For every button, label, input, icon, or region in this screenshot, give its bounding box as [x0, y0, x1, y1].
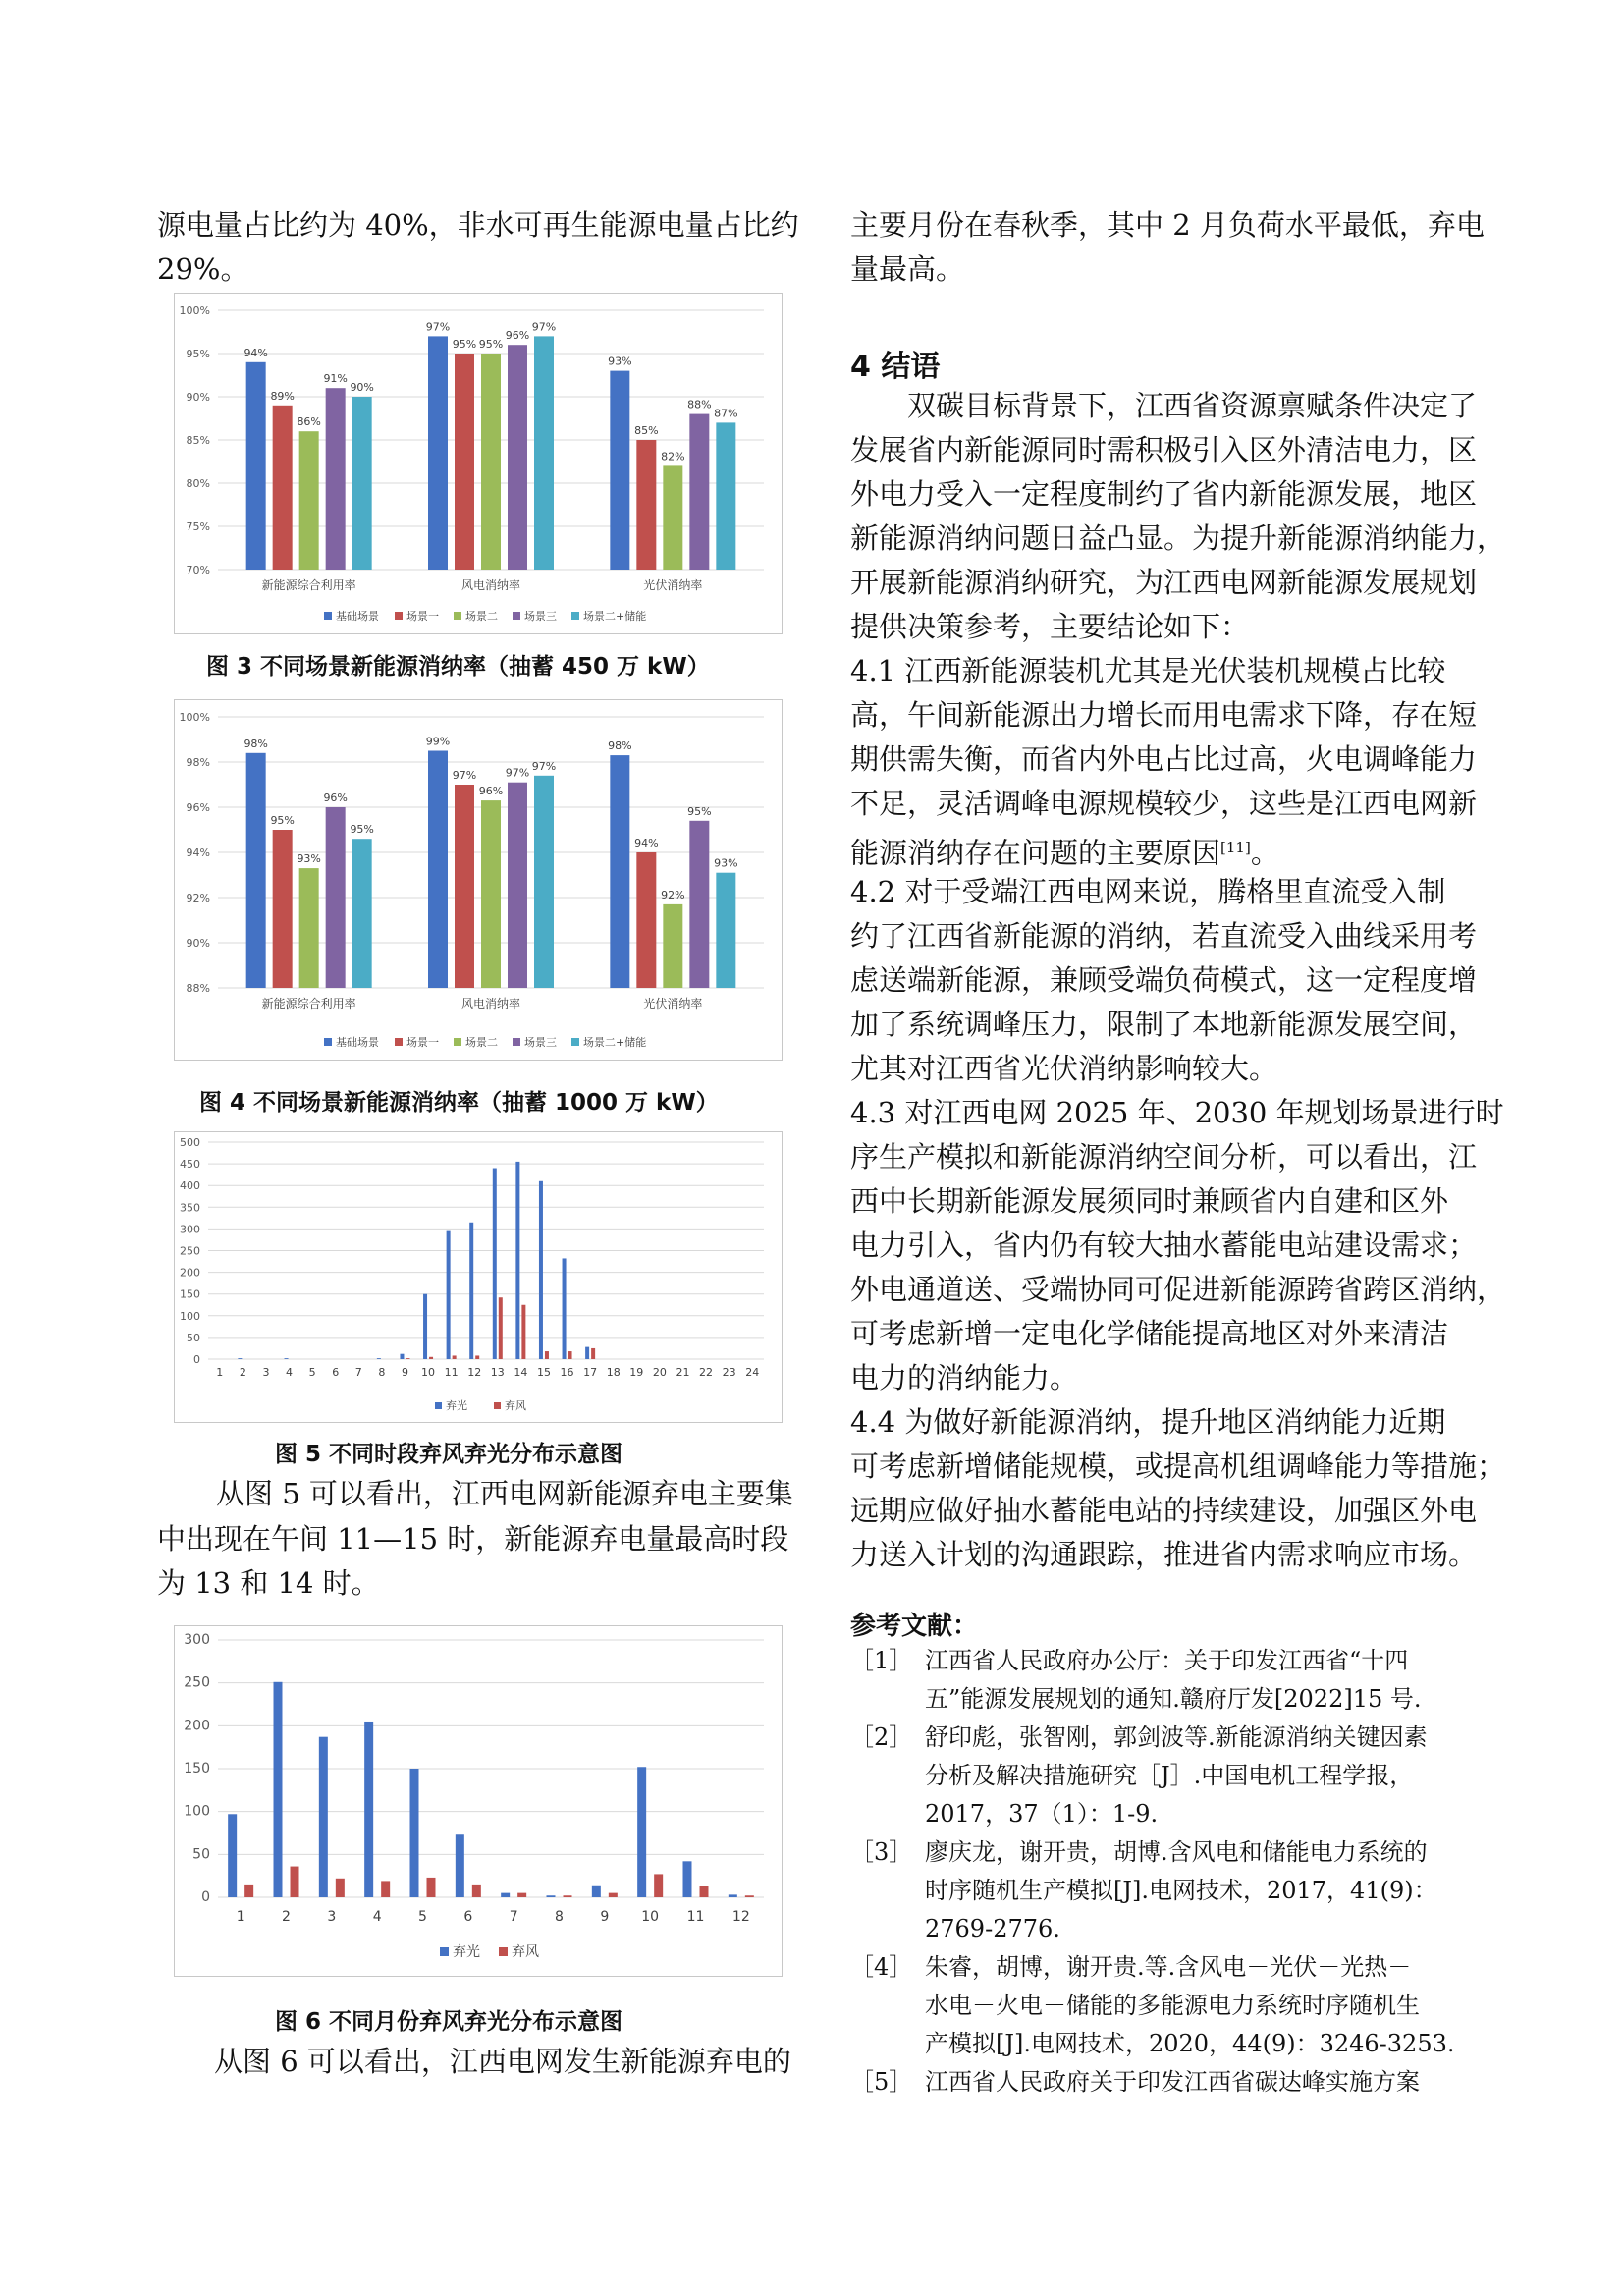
item44-line3: 远期应做好抽水蓄能电站的持续建设，加强区外电 [850, 1494, 1478, 1527]
bar [455, 785, 474, 988]
category-label: 19 [629, 1366, 644, 1379]
data-label: 93% [608, 355, 632, 368]
figure4-svg [175, 700, 782, 1060]
y-tick-label: 100% [179, 304, 210, 317]
y-tick-label: 50 [187, 1331, 200, 1344]
category-label: 20 [652, 1366, 667, 1379]
data-label: 86% [297, 415, 321, 429]
reference-line: 廖庆龙，谢开贵，胡博.含风电和储能电力系统的 [925, 1838, 1428, 1866]
category-label: 10 [421, 1366, 436, 1379]
data-label: 92% [661, 888, 685, 902]
category-label: 15 [536, 1366, 551, 1379]
item42-line5: 尤其对江西省光伏消纳影响较大。 [850, 1052, 1278, 1085]
item43-line3: 西中长期新能源发展须同时兼顾省内自建和区外 [850, 1184, 1449, 1218]
data-label: 95% [452, 338, 477, 351]
right-para1-line1: 主要月份在春秋季，其中 2 月负荷水平最低，弃电 [850, 208, 1485, 242]
category-label: 1 [216, 1366, 224, 1379]
item44-line2: 可考虑新增储能规模，或提高机组调峰能力等措施； [850, 1449, 1506, 1483]
y-tick-label: 400 [180, 1179, 200, 1193]
y-tick-label: 0 [201, 1889, 210, 1905]
y-tick-label: 80% [186, 477, 210, 490]
bar [400, 1354, 404, 1359]
category-label: 新能源综合利用率 [261, 997, 356, 1011]
legend-swatch [513, 1038, 520, 1046]
y-tick-label: 94% [186, 847, 210, 859]
legend-label: 场景一 [406, 1036, 439, 1049]
bar [429, 1357, 433, 1359]
data-label: 97% [531, 320, 557, 334]
category-label: 7 [354, 1366, 362, 1379]
bar [352, 839, 372, 988]
category-label: 14 [514, 1366, 528, 1379]
bar [508, 783, 527, 988]
bar [406, 1358, 409, 1359]
left-para2-line2: 中出现在午间 11—15 时，新能源弃电量最高时段 [157, 1522, 789, 1556]
y-tick-label: 350 [180, 1201, 200, 1215]
conclusion-line3: 外电力受入一定程度制约了省内新能源发展，地区 [850, 477, 1478, 511]
data-label: 97% [425, 320, 451, 334]
left-para3-line1: 从图 6 可以看出，江西电网发生新能源弃电的 [214, 2045, 791, 2078]
bar [228, 1814, 237, 1897]
category-label: 13 [490, 1366, 505, 1379]
bar [499, 1297, 503, 1359]
y-tick-label: 70% [186, 564, 210, 576]
category-label: 4 [286, 1366, 294, 1379]
section-title: 4 结语 [850, 350, 941, 384]
legend-swatch [454, 612, 461, 620]
data-label: 96% [505, 329, 530, 343]
y-tick-label: 200 [180, 1266, 200, 1280]
bar [377, 1358, 381, 1359]
legend-swatch [571, 612, 579, 620]
y-tick-label: 300 [180, 1223, 200, 1236]
y-tick-label: 100 [180, 1309, 200, 1323]
y-tick-label: 50 [192, 1846, 210, 1863]
figure3-chart [174, 293, 783, 634]
data-label: 88% [687, 398, 712, 411]
conclusion-line1: 双碳目标背景下，江西省资源禀赋条件决定了 [907, 389, 1478, 422]
category-label: 6 [463, 1909, 473, 1925]
legend-label: 场景二+储能 [583, 1036, 647, 1049]
bar [493, 1169, 497, 1359]
y-tick-label: 150 [180, 1287, 200, 1301]
bar [472, 1885, 481, 1897]
bar [729, 1894, 737, 1897]
reference-text [925, 1719, 1514, 1833]
conclusion-line4: 新能源消纳问题日益凸显。为提升新能源消纳能力， [850, 521, 1506, 555]
citation-ref-11: [11] [1220, 839, 1251, 856]
bar [564, 1895, 572, 1897]
bar [534, 336, 554, 570]
bar [716, 422, 735, 570]
category-label: 1 [236, 1909, 245, 1925]
legend-label: 场景一 [406, 610, 439, 623]
reference-line: 朱睿，胡博，谢开贵.等.含风电－光伏－光热－ [925, 1953, 1412, 1981]
category-label: 6 [332, 1366, 340, 1379]
reference-line: 时序随机生产模拟[J].电网技术，2017，41(9)： [925, 1877, 1437, 1904]
data-label: 97% [452, 769, 477, 782]
bar [592, 1886, 601, 1897]
category-label: 光伏消纳率 [643, 997, 703, 1011]
legend-label: 基础场景 [336, 610, 379, 623]
left-para1-line1: 源电量占比约为 40%，非水可再生能源电量占比约 [157, 208, 799, 242]
bar [273, 830, 293, 988]
legend-label: 场景三 [524, 1036, 557, 1049]
data-label: 95% [270, 814, 295, 827]
bar [453, 1355, 457, 1359]
item44-line4: 力送入计划的沟通跟踪，推进省内需求响应市场。 [850, 1538, 1478, 1571]
item41-line3: 期供需失衡，而省内外电占比过高，火电调峰能力 [850, 742, 1478, 776]
right-para1-line2: 量最高。 [850, 252, 965, 286]
data-label: 94% [243, 346, 268, 359]
bar [539, 1181, 543, 1359]
y-tick-label: 75% [186, 520, 210, 533]
legend-label: 基础场景 [336, 1036, 379, 1049]
category-label: 2 [239, 1366, 246, 1379]
conclusion-line5: 开展新能源消纳研究，为江西电网新能源发展规划 [850, 566, 1478, 599]
reference-line: 产模拟[J].电网技术，2020，44(9)：3246-3253. [925, 2030, 1455, 2057]
category-label: 9 [600, 1909, 610, 1925]
data-label: 93% [714, 856, 738, 870]
item41-line2: 高，午间新能源出力增长而用电需求下降，存在短 [850, 698, 1478, 732]
reference-line: 舒印彪，张智刚，郭剑波等.新能源消纳关键因素 [925, 1723, 1428, 1751]
references-title: 参考文献： [850, 1612, 979, 1641]
category-label: 5 [308, 1366, 316, 1379]
bar [508, 345, 527, 570]
bar [238, 1358, 242, 1359]
bar [716, 873, 735, 988]
item41-line5-end: 。 [1250, 836, 1279, 870]
reference-number: ［3］ [850, 1838, 913, 1866]
reference-text [925, 1948, 1514, 2063]
bar [521, 1305, 525, 1359]
bar [410, 1769, 419, 1897]
data-label: 99% [425, 735, 451, 748]
item41-line1: 4.1 江西新能源装机尤其是光伏装机规模占比较 [850, 654, 1446, 687]
conclusion-line6: 提供决策参考，主要结论如下： [850, 610, 1250, 643]
bar [455, 354, 474, 570]
y-tick-label: 250 [180, 1244, 200, 1258]
legend-swatch [499, 1947, 508, 1956]
category-label: 18 [606, 1366, 621, 1379]
bar [299, 868, 319, 988]
bar [517, 1893, 526, 1897]
data-label: 96% [323, 792, 348, 804]
item41-line5-text: 能源消纳存在问题的主要原因 [850, 836, 1221, 870]
bar [456, 1834, 464, 1897]
bar [636, 440, 656, 570]
data-label: 87% [714, 407, 738, 420]
left-para1-line2: 29%。 [157, 252, 249, 286]
category-label: 风电消纳率 [460, 997, 521, 1011]
bar [663, 904, 682, 988]
category-label: 5 [418, 1909, 427, 1925]
reference-text [925, 1833, 1514, 1948]
category-label: 11 [444, 1366, 459, 1379]
reference-line: 2017，37（1）：1-9. [925, 1800, 1159, 1828]
bar [381, 1881, 390, 1897]
data-label: 97% [531, 759, 557, 773]
item41-line5 [850, 826, 1279, 876]
data-label: 91% [323, 372, 348, 386]
conclusion-line2: 发展省内新能源同时需积极引入区外清洁电力，区 [850, 433, 1478, 466]
bar [501, 1893, 510, 1897]
category-label: 8 [555, 1909, 564, 1925]
y-tick-label: 200 [184, 1718, 210, 1734]
y-tick-label: 90% [186, 391, 210, 404]
data-label: 89% [270, 389, 295, 403]
reference-line: 江西省人民政府办公厅：关于印发江西省“十四 [925, 1647, 1409, 1674]
legend-label: 场景二+储能 [583, 610, 647, 623]
legend-label: 场景二 [465, 610, 498, 623]
y-tick-label: 150 [184, 1761, 210, 1777]
category-label: 17 [583, 1366, 598, 1379]
bar [469, 1223, 473, 1359]
bar [274, 1682, 283, 1897]
bar [423, 1294, 427, 1359]
category-label: 24 [745, 1366, 760, 1379]
y-tick-label: 90% [186, 937, 210, 950]
bar [636, 852, 656, 988]
category-label: 9 [401, 1366, 408, 1379]
bar [273, 406, 293, 570]
bar [637, 1767, 646, 1897]
bar [683, 1861, 692, 1897]
bar [352, 397, 372, 570]
bar [545, 1351, 549, 1359]
y-tick-label: 96% [186, 801, 210, 814]
category-label: 12 [731, 1909, 750, 1925]
bar [299, 431, 319, 570]
item44-line1: 4.4 为做好新能源消纳，提升地区消纳能力近期 [850, 1405, 1446, 1439]
item42-line2: 约了江西省新能源的消纳，若直流受入曲线采用考 [850, 919, 1478, 953]
data-label: 82% [661, 450, 685, 464]
legend-label: 场景二 [465, 1036, 498, 1049]
bar [610, 755, 629, 988]
data-label: 95% [478, 338, 504, 351]
bar [654, 1874, 663, 1897]
bar [585, 1347, 589, 1359]
legend-label: 场景三 [524, 610, 557, 623]
figure6-caption: 图 6 不同月份弃风弃光分布示意图 [275, 2009, 623, 2035]
reference-line: 水电－火电－储能的多能源电力系统时序随机生 [925, 1992, 1420, 2019]
item42-line4: 加了系统调峰压力，限制了本地新能源发展空间， [850, 1008, 1478, 1041]
bar [481, 354, 501, 570]
bar [246, 362, 266, 570]
item42-line3: 虑送端新能源，兼顾受端负荷模式，这一定程度增 [850, 963, 1478, 997]
bar [515, 1162, 519, 1359]
bar [689, 821, 709, 988]
bar [246, 753, 266, 988]
category-label: 新能源综合利用率 [261, 578, 356, 592]
item43-line6: 可考虑新增一定电化学储能提高地区对外来清洁 [850, 1317, 1449, 1350]
legend-swatch [324, 612, 332, 620]
y-tick-label: 300 [184, 1632, 210, 1648]
bar [609, 1893, 618, 1897]
legend-label: 弃风 [512, 1944, 539, 1960]
figure3-svg [175, 294, 782, 633]
figure5-svg [175, 1132, 782, 1422]
y-tick-label: 92% [186, 892, 210, 904]
y-tick-label: 95% [186, 348, 210, 360]
data-label: 96% [478, 785, 504, 798]
item41-line4: 不足，灵活调峰电源规模较少，这些是江西电网新 [850, 787, 1478, 820]
category-label: 2 [282, 1909, 291, 1925]
y-tick-label: 88% [186, 982, 210, 995]
bar [326, 807, 346, 988]
left-para2-line3: 为 13 和 14 时。 [157, 1566, 380, 1600]
bar [326, 388, 346, 570]
category-label: 风电消纳率 [460, 578, 521, 592]
bar [610, 371, 629, 570]
item43-line7: 电力的消纳能力。 [850, 1361, 1079, 1394]
legend-swatch [395, 1038, 403, 1046]
bar [447, 1231, 451, 1359]
figure4-chart [174, 699, 783, 1061]
legend-swatch [435, 1402, 442, 1409]
item42-line1: 4.2 对于受端江西电网来说，腾格里直流受入制 [850, 875, 1446, 908]
category-label: 8 [378, 1366, 386, 1379]
bar [285, 1358, 289, 1359]
legend-swatch [440, 1947, 449, 1956]
bar [689, 414, 709, 570]
y-tick-label: 250 [184, 1674, 210, 1691]
y-tick-label: 100% [179, 711, 210, 724]
reference-line: 江西省人民政府关于印发江西省碳达峰实施方案 [925, 2068, 1420, 2096]
data-label: 93% [297, 852, 321, 866]
category-label: 22 [699, 1366, 714, 1379]
category-label: 4 [372, 1909, 382, 1925]
legend-label: 弃风 [505, 1399, 526, 1412]
bar [663, 465, 682, 570]
bar [427, 1878, 436, 1897]
item43-line4: 电力引入，省内仍有较大抽水蓄能电站建设需求； [850, 1229, 1478, 1262]
data-label: 90% [350, 381, 374, 394]
data-label: 85% [634, 424, 659, 437]
reference-line: 2769-2776. [925, 1915, 1060, 1942]
category-label: 10 [641, 1909, 660, 1925]
category-label: 16 [560, 1366, 574, 1379]
y-tick-label: 500 [180, 1136, 200, 1149]
bar [291, 1867, 299, 1897]
figure6-svg [175, 1626, 782, 1976]
category-label: 3 [327, 1909, 337, 1925]
bar [336, 1879, 345, 1897]
reference-line: 分析及解决措施研究［J］.中国电机工程学报， [925, 1762, 1414, 1789]
bar [745, 1895, 754, 1897]
item43-line1: 4.3 对江西电网 2025 年、2030 年规划场景进行时 [850, 1096, 1504, 1129]
figure5-chart [174, 1131, 783, 1423]
reference-number: ［2］ [850, 1723, 913, 1751]
bar [244, 1885, 253, 1897]
y-tick-label: 100 [184, 1803, 210, 1820]
bar [319, 1737, 328, 1897]
reference-number: ［4］ [850, 1953, 913, 1981]
bar [481, 800, 501, 988]
reference-number: ［1］ [850, 1647, 913, 1674]
legend-swatch [395, 612, 403, 620]
bar [364, 1722, 373, 1897]
left-para2-line1: 从图 5 可以看出，江西电网新能源弃电主要集 [216, 1477, 793, 1510]
y-tick-label: 98% [186, 756, 210, 769]
figure6-chart [174, 1625, 783, 1977]
category-label: 7 [509, 1909, 518, 1925]
bar [563, 1258, 567, 1359]
data-label: 98% [243, 737, 268, 750]
bar [700, 1886, 709, 1897]
category-label: 11 [686, 1909, 705, 1925]
bar [591, 1348, 595, 1359]
legend-label: 弃光 [453, 1944, 480, 1960]
bar [568, 1351, 572, 1359]
y-tick-label: 0 [193, 1353, 200, 1366]
bar [428, 751, 448, 989]
category-label: 12 [467, 1366, 482, 1379]
legend-swatch [571, 1038, 579, 1046]
category-label: 21 [676, 1366, 690, 1379]
data-label: 98% [608, 739, 632, 753]
legend-swatch [324, 1038, 332, 1046]
bar [428, 336, 448, 570]
legend-swatch [494, 1402, 501, 1409]
figure3-caption: 图 3 不同场景新能源消纳率（抽蓄 450 万 kW） [206, 654, 710, 680]
reference-text [925, 2063, 1514, 2102]
figure5-caption: 图 5 不同时段弃风弃光分布示意图 [275, 1442, 623, 1467]
reference-number: ［5］ [850, 2068, 913, 2096]
data-label: 95% [350, 823, 374, 837]
bar [475, 1355, 479, 1359]
y-tick-label: 450 [180, 1158, 200, 1172]
data-label: 97% [505, 766, 530, 780]
figure4-caption: 图 4 不同场景新能源消纳率（抽蓄 1000 万 kW） [199, 1090, 719, 1116]
bar [547, 1895, 556, 1897]
item43-line5: 外电通道送、受端协同可促进新能源跨省跨区消纳， [850, 1273, 1506, 1306]
category-label: 光伏消纳率 [643, 578, 703, 592]
legend-swatch [454, 1038, 461, 1046]
reference-text [925, 1642, 1514, 1719]
data-label: 95% [687, 804, 712, 818]
legend-label: 弃光 [446, 1399, 467, 1412]
item43-line2: 序生产模拟和新能源消纳空间分析，可以看出，江 [850, 1140, 1478, 1174]
legend-swatch [513, 612, 520, 620]
y-tick-label: 85% [186, 434, 210, 447]
category-label: 3 [262, 1366, 270, 1379]
data-label: 94% [634, 837, 659, 849]
category-label: 23 [722, 1366, 736, 1379]
bar [534, 776, 554, 988]
reference-line: 五”能源发展规划的通知.赣府厅发[2022]15 号. [925, 1685, 1422, 1713]
